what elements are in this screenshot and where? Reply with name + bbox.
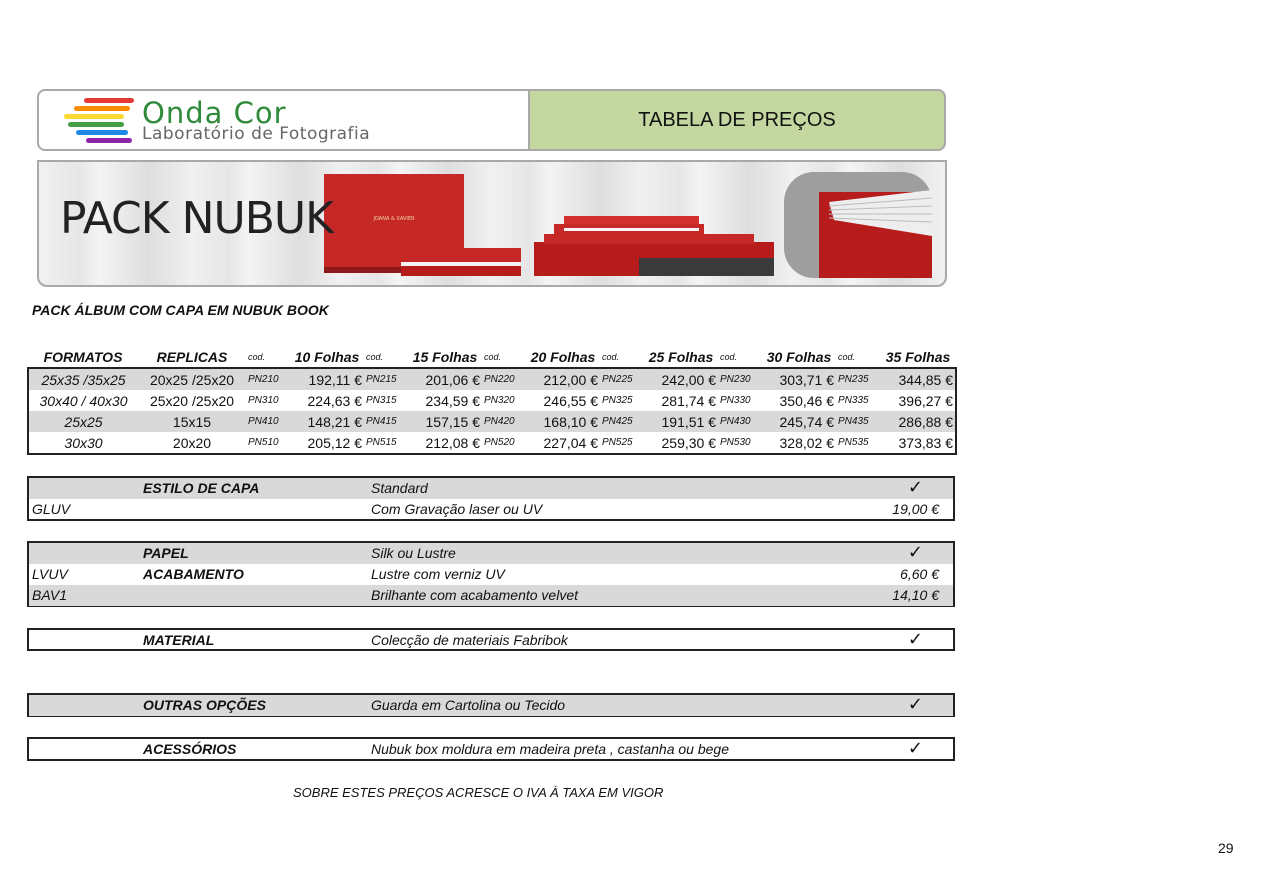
price-cell: 205,12 € — [307, 434, 362, 451]
product-code-cell: PN330 — [720, 395, 751, 406]
acessorios-row — [29, 739, 953, 760]
table-row — [28, 368, 956, 390]
header-cod: cod. — [602, 351, 620, 362]
outras-opcoes-row — [29, 695, 953, 716]
formato-cell: 25x35 /35x25 — [41, 371, 126, 388]
material-label: MATERIAL — [143, 632, 215, 648]
header-cod: cod. — [484, 351, 502, 362]
papel-row — [29, 543, 953, 564]
table-row — [28, 411, 956, 432]
brand-name: Onda Cor — [142, 96, 287, 130]
replica-cell: 15x15 — [172, 413, 212, 430]
papel-label: PAPEL — [143, 545, 189, 561]
outras-opcoes-label: OUTRAS OPÇÕES — [143, 697, 266, 713]
product-code-cell: PN215 — [366, 374, 397, 385]
acabamento-desc: Lustre com verniz UV — [371, 566, 505, 582]
bav-desc: Brilhante com acabamento velvet — [371, 587, 578, 603]
replica-cell: 25x20 /25x20 — [149, 392, 235, 409]
price-cell: 168,10 € — [543, 413, 598, 430]
material-box — [27, 628, 955, 651]
acabamento-price: 6,60 € — [900, 566, 939, 582]
replica-cell: 20x25 /25x20 — [149, 371, 235, 388]
banner-title: PACK NUBUK — [60, 193, 333, 244]
estilo-capa-row — [29, 478, 953, 499]
price-cell: 201,06 € — [425, 371, 480, 388]
outras-opcoes-box — [27, 693, 955, 717]
papel-desc: Silk ou Lustre — [371, 545, 456, 561]
price-cell: 328,02 € — [779, 434, 834, 451]
product-code-cell: PN525 — [602, 437, 633, 448]
product-code-cell: PN210 — [248, 374, 279, 385]
estilo-capa-standard: Standard — [371, 480, 428, 496]
gluv-row — [29, 499, 953, 520]
product-code-cell: PN535 — [838, 437, 869, 448]
product-code-cell: PN335 — [838, 395, 869, 406]
papel-box — [27, 541, 955, 607]
header-folhas: 15 Folhas — [412, 348, 478, 365]
product-code-cell: PN530 — [720, 437, 751, 448]
table-row — [28, 432, 956, 454]
estilo-capa-label: ESTILO DE CAPA — [143, 480, 260, 496]
outras-opcoes-desc: Guarda em Cartolina ou Tecido — [371, 697, 566, 713]
price-cell: 212,08 € — [425, 434, 480, 451]
lvuv-code: LVUV — [32, 566, 68, 582]
header-replicas: REPLICAS — [156, 348, 228, 365]
formato-cell: 30x30 — [64, 434, 103, 451]
material-desc: Colecção de materiais Fabribok — [371, 632, 568, 648]
check-icon: ✓ — [907, 694, 923, 714]
price-cell: 373,83 € — [898, 434, 953, 451]
gluv-price: 19,00 € — [892, 501, 939, 517]
header-cod: cod. — [838, 351, 856, 362]
replica-cell: 20x20 — [172, 434, 212, 451]
product-code-cell: PN520 — [484, 437, 515, 448]
price-cell: 191,51 € — [661, 413, 716, 430]
formato-cell: 30x40 / 40x30 — [39, 392, 128, 409]
price-table — [27, 346, 957, 455]
price-cell: 148,21 € — [307, 413, 362, 430]
price-cell: 245,74 € — [779, 413, 834, 430]
page-number: 29 — [1218, 840, 1234, 856]
product-code-cell: PN315 — [366, 395, 397, 406]
product-code-cell: PN235 — [838, 374, 869, 385]
brand-subtitle: Laboratório de Fotografia — [142, 124, 371, 144]
gluv-desc: Com Gravação laser ou UV — [371, 501, 543, 517]
table-header-row — [28, 346, 956, 368]
header-cod: cod. — [366, 351, 384, 362]
product-code-cell: PN310 — [248, 395, 279, 406]
header-folhas: 25 Folhas — [648, 348, 714, 365]
header-folhas: 35 Folhas — [885, 348, 951, 365]
price-cell: 259,30 € — [661, 434, 716, 451]
section-title: PACK ÁLBUM COM CAPA EM NUBUK BOOK — [32, 302, 329, 318]
product-code-cell: PN325 — [602, 395, 633, 406]
acessorios-desc: Nubuk box moldura em madeira preta , castanha ou bege — [371, 741, 729, 757]
acabamento-row — [29, 564, 953, 585]
material-row — [29, 630, 953, 651]
header-folhas: 10 Folhas — [294, 348, 360, 365]
price-cell: 242,00 € — [661, 371, 716, 388]
check-icon: ✓ — [907, 542, 923, 562]
price-cell: 350,46 € — [779, 392, 834, 409]
product-code-cell: PN230 — [720, 374, 751, 385]
product-code-cell: PN515 — [366, 437, 397, 448]
price-cell: 234,59 € — [425, 392, 480, 409]
product-code-cell: PN420 — [484, 416, 515, 427]
product-code-cell: PN425 — [602, 416, 633, 427]
price-cell: 281,74 € — [661, 392, 716, 409]
check-icon: ✓ — [907, 738, 923, 758]
product-code-cell: PN510 — [248, 437, 279, 448]
estilo-capa-box — [27, 476, 955, 521]
vat-footnote: SOBRE ESTES PREÇOS ACRESCE O IVA À TAXA EM VIGOR — [293, 785, 664, 800]
product-code-cell: PN410 — [248, 416, 279, 427]
gluv-code: GLUV — [32, 501, 71, 517]
price-cell: 212,00 € — [543, 371, 598, 388]
acessorios-box — [27, 737, 955, 761]
header-folhas: 20 Folhas — [530, 348, 596, 365]
product-code-cell: PN415 — [366, 416, 397, 427]
price-cell: 227,04 € — [543, 434, 598, 451]
product-code-cell: PN430 — [720, 416, 751, 427]
page-title: TABELA DE PREÇOS — [528, 89, 946, 151]
bav-row — [29, 585, 953, 606]
price-cell: 192,11 € — [308, 371, 362, 388]
price-cell: 157,15 € — [425, 413, 480, 430]
product-code-cell: PN220 — [484, 374, 515, 385]
price-cell: 396,27 € — [898, 392, 953, 409]
price-cell: 286,88 € — [898, 413, 953, 430]
table-row — [28, 390, 956, 411]
bav-price: 14,10 € — [892, 587, 939, 603]
header-cod: cod. — [720, 351, 738, 362]
acessorios-label: ACESSÓRIOS — [143, 741, 237, 757]
svg-text:JOANA & XAVIER: JOANA & XAVIER — [373, 216, 415, 222]
bav-code: BAV1 — [32, 587, 68, 603]
price-cell: 303,71 € — [779, 371, 834, 388]
product-code-cell: PN225 — [602, 374, 633, 385]
check-icon: ✓ — [907, 629, 923, 649]
logo-icon — [62, 96, 138, 142]
check-icon: ✓ — [907, 477, 923, 497]
header-cod: cod. — [248, 351, 266, 362]
price-cell: 224,63 € — [307, 392, 362, 409]
price-cell: 246,55 € — [543, 392, 598, 409]
header-formatos: FORMATOS — [43, 348, 123, 365]
acabamento-label: ACABAMENTO — [143, 566, 244, 582]
price-cell: 344,85 € — [898, 371, 953, 388]
header-folhas: 30 Folhas — [766, 348, 832, 365]
product-code-cell: PN320 — [484, 395, 515, 406]
product-code-cell: PN435 — [838, 416, 869, 427]
formato-cell: 25x25 — [64, 413, 103, 430]
